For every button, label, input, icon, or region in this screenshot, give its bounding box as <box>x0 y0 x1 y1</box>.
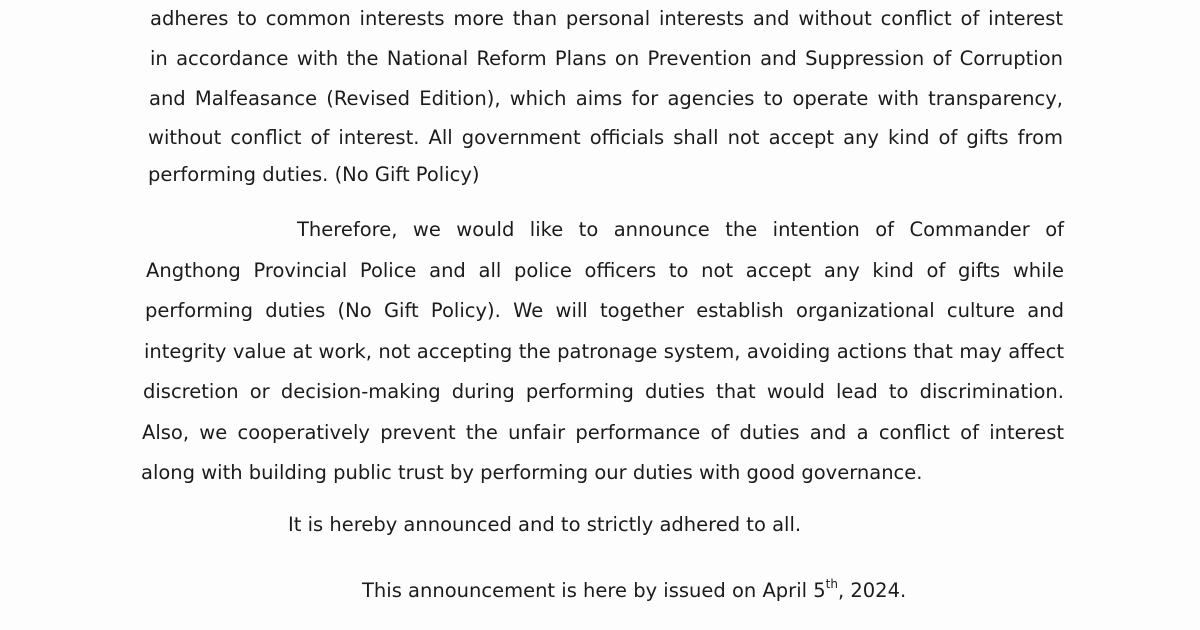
paragraph-1-line-3: and Malfeasance (Revised Edition), which aims for agencies to operate with transparency, <box>149 87 1063 110</box>
paragraph-1-line-5: performing duties. (No Gift Policy) <box>148 163 480 186</box>
closing-statement: It is hereby announced and to strictly adhered to all. <box>288 513 802 536</box>
paragraph-1-line-2: in accordance with the National Reform Plans on Prevention and Suppression of Corruption <box>150 47 1063 70</box>
paragraph-2-line-2: Angthong Provincial Police and all police officers to not accept any kind of gifts while <box>146 259 1064 282</box>
issue-date <box>362 578 906 604</box>
paragraph-2-line-5: discretion or decision-making during performing duties that would lead to discrimination. <box>143 380 1064 403</box>
paragraph-2-line-1: Therefore, we would like to announce the intention of Commander of <box>297 218 1064 241</box>
paragraph-2-line-3: performing duties (No Gift Policy). We will together establish organizational culture and <box>145 299 1064 322</box>
paragraph-1-line-4: without conflict of interest. All government officials shall not accept any kind of gifts from <box>148 126 1063 149</box>
paragraph-1-line-1: adheres to common interests more than personal interests and without conflict of interest <box>150 7 1063 30</box>
issue-date-ordinal-suffix: th <box>825 577 838 591</box>
paragraph-2-line-7: along with building public trust by performing our duties with good governance. <box>141 461 923 484</box>
issue-date-prefix: This announcement is here by issued on April 5 <box>362 579 826 602</box>
issue-date-year: , 2024. <box>837 579 907 602</box>
paragraph-2-line-6: Also, we cooperatively prevent the unfair performance of duties and a conflict of interest <box>142 421 1064 444</box>
paragraph-2-line-4: integrity value at work, not accepting the patronage system, avoiding actions that may affect <box>144 340 1064 363</box>
